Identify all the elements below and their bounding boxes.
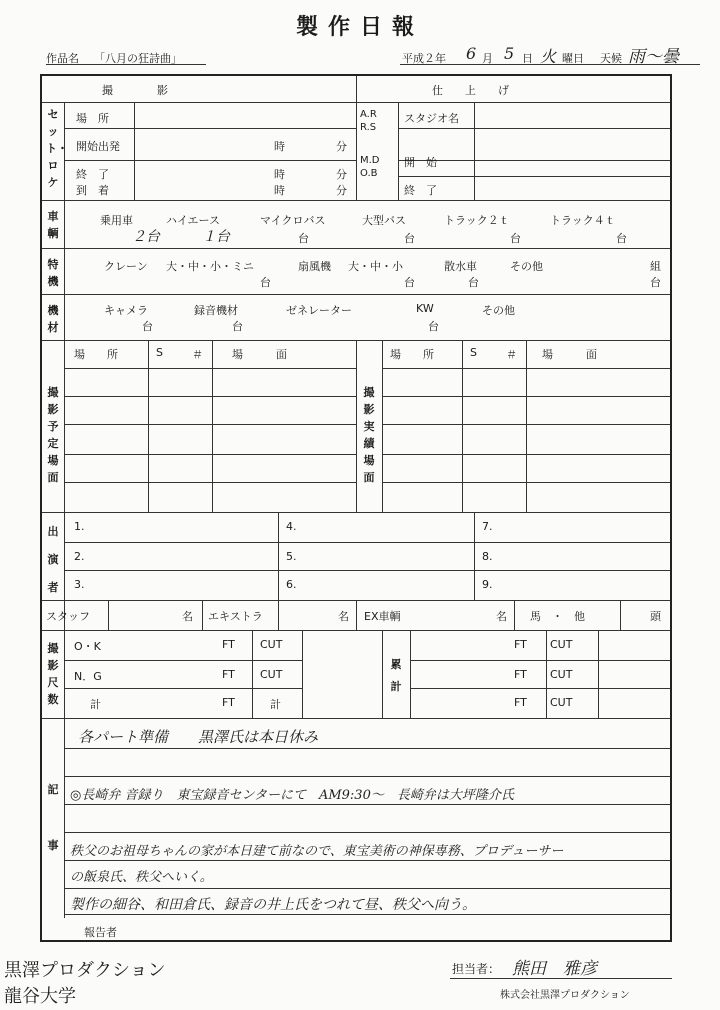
ex-car-label: EX車輌 [364,610,401,623]
ok-label: O・K [74,640,101,653]
vehicle-count: ２台 [132,229,160,245]
actual-place-header: 場 所 [390,348,434,361]
ft-label: FT [222,638,235,651]
cut-label: CUT [260,668,283,681]
ft-label: FT [222,696,235,709]
title-value: 「八月の狂詩曲」 [94,52,182,65]
fan-unit: 台 [404,276,415,289]
ng-label: N．G [74,670,102,683]
date-day-unit: 日 [522,52,533,65]
report-form [40,74,672,942]
special-other-unit: 台 [650,276,661,289]
date-weekday: 火 [540,47,557,66]
hour-label: 時 [274,140,285,153]
generator-label: ゼネレーター [286,304,352,317]
vehicle-count: １台 [202,229,230,245]
watermark-line1: 黒澤プロダクション [4,960,166,981]
cast-slot: 7. [482,520,493,533]
title-label: 作品名 [46,52,79,65]
vehicles-label: 車輌 [47,210,59,240]
camera-unit: 台 [142,320,153,333]
date-underline [400,64,700,65]
note-line: 製作の細谷、和田倉氏、録音の井上氏をつれて昼、秩父へ向う。 [70,897,476,913]
recorder-unit: 台 [232,320,243,333]
shoot-header: 撮 影 [102,84,168,97]
reporter-label: 報告者 [84,926,117,939]
total-cut-label: 計 [270,698,281,711]
hour-label-2: 時 [274,168,285,181]
cast-slot: 5. [286,550,297,563]
crane-label: クレーン [104,260,148,273]
cast-slot: 2. [74,550,85,563]
kw-label: KW [416,302,434,315]
md-ob-label: M.D O.B [360,155,380,179]
cut-label: CUT [260,638,283,651]
date-month: 6 [466,44,477,63]
cast-label: 出演者 [47,525,59,594]
actual-s-header: S [470,346,477,359]
fan-label: 扇風機 [298,260,331,273]
scene-s-header: S [156,346,163,359]
planned-scenes-label: 撮影予定場面 [47,386,59,484]
cut-label: CUT [550,638,573,651]
crane-unit: 台 [260,276,271,289]
watermark-line2: 龍谷大学 [4,986,76,1007]
cumulative-label: 累計 [390,658,402,693]
date-day: 5 [504,44,515,63]
horse-unit: 頭 [650,610,661,623]
vehicle-name: 乗用車 [100,214,133,227]
weather-label: 天候 [600,52,622,65]
camera-label: キャメラ [104,304,148,317]
vehicle-name: 大型バス [362,214,406,227]
staff-unit: 名 [182,610,193,623]
person-label: 担当者： [452,962,501,976]
vehicle-name: ハイエース [166,214,221,227]
minute-label: 分 [336,140,347,153]
scene-header: 場 面 [232,348,287,361]
fan-sizes: 大・中・小 [348,260,403,273]
hour-label-3: 時 [274,184,285,197]
actual-num-header: ＃ [506,348,517,361]
vehicle-name: トラック４ｔ [550,214,616,227]
equipment-label: 機材 [47,304,59,334]
ft-label: FT [514,696,527,709]
scene-place-header: 場 所 [74,348,118,361]
note-line: ◎長崎弁 音録り 東宝録音センターにて AM9:30〜 長崎弁は大坪隆介氏 [70,788,514,803]
date-era: 平成２年 [402,52,446,65]
crane-sizes: 大・中・小・ミニ [166,260,254,273]
vehicle-count: 台 [510,232,521,245]
note-line: 秩父のお祖母ちゃんの家が本日建て前なので、東宝美術の神保専務、プロデューサー [70,844,564,859]
finish-end-label: 終 了 [404,184,437,197]
company-name: 株式会社黒澤プロダクション [500,990,630,1001]
date-weekday-unit: 曜日 [562,52,584,65]
weather-value: 雨〜曇 [628,47,679,67]
finish-header: 仕 上 げ [432,84,509,97]
extra-label: エキストラ [208,610,263,623]
special-label: 特機 [47,258,59,288]
notes-label: 記事 [47,783,59,852]
ft-label: FT [222,668,235,681]
ft-label: FT [514,638,527,651]
vehicle-name: マイクロバス [260,214,326,227]
total-label: 計 [90,698,101,711]
set-unit: 組 [650,260,661,273]
studio-label: スタジオ名 [404,112,459,125]
water-label: 散水車 [444,260,477,273]
ex-car-unit: 名 [496,610,507,623]
special-other-label: その他 [510,260,543,273]
vehicle-count: 台 [298,232,309,245]
vehicle-count: 台 [616,232,627,245]
title-underline [46,64,206,65]
actual-scenes-label: 撮影実績場面 [363,386,375,484]
ar-rs-label: A.R R.S [360,109,377,133]
staff-label: スタッフ [46,610,90,623]
minute-label-2: 分 [336,168,347,181]
recorder-label: 録音機材 [194,304,238,317]
vehicle-count: 台 [404,232,415,245]
extra-unit: 名 [338,610,349,623]
cast-slot: 9. [482,578,493,591]
arrive-label: 到 着 [76,184,109,197]
set-location-label: セット・ロケ [46,108,68,189]
cut-label: CUT [550,696,573,709]
start-label: 開 始 [404,156,437,169]
actual-scene-header: 場 面 [542,348,597,361]
form-title: 製作日報 [295,15,424,40]
cast-slot: 3. [74,578,85,591]
note-line: の飯泉氏、秩父へいく。 [70,870,213,885]
minute-label-3: 分 [336,184,347,197]
cut-label: CUT [550,668,573,681]
cast-slot: 8. [482,550,493,563]
cast-slot: 4. [286,520,297,533]
note-line: 各パート準備 黒澤氏は本日休み [78,728,319,746]
cast-slot: 1. [74,520,85,533]
equipment-other-label: その他 [482,304,515,317]
horse-label: 馬 ・ 他 [530,610,585,623]
person-name: 熊田 雅彦 [512,959,597,979]
water-unit: 台 [468,276,479,289]
person-underline [450,978,672,979]
scene-num-header: ＃ [192,348,203,361]
date-month-unit: 月 [482,52,493,65]
end-label: 終 了 [76,168,109,181]
cast-slot: 6. [286,578,297,591]
footage-label: 撮影尺数 [47,642,59,706]
vehicle-name: トラック２ｔ [444,214,510,227]
place-label: 場 所 [76,112,109,125]
ft-label: FT [514,668,527,681]
generator-unit: 台 [428,320,439,333]
start-depart-label: 開始出発 [76,140,120,153]
